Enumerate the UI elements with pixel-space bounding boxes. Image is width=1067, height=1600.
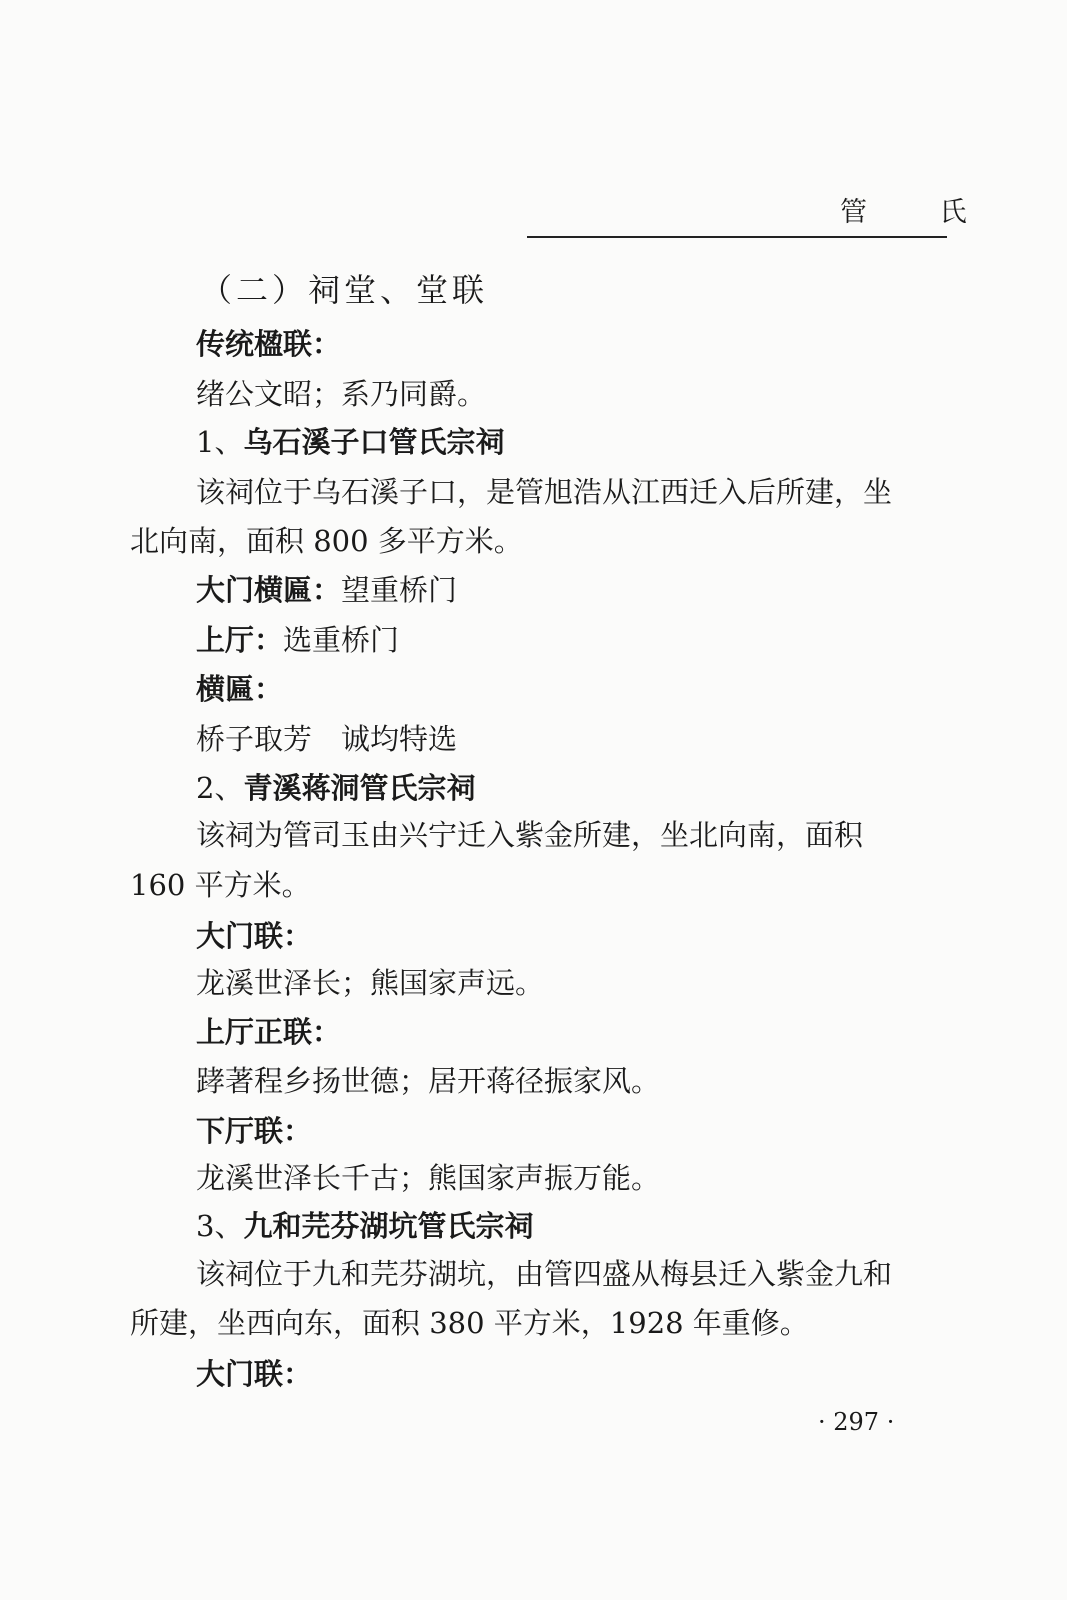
hall3-gate-label: 大门联： bbox=[196, 1357, 313, 1391]
hall2-title: 青溪蒋洞管氏宗祠 bbox=[243, 771, 476, 805]
hall2-description-line1: 该祠为管司玉由兴宁迁入紫金所建，坐北向南，面积 bbox=[196, 818, 864, 852]
hall2-lower-text: 龙溪世泽长千古；熊国家声振万能。 bbox=[196, 1161, 661, 1195]
hall1-upper-hall bbox=[196, 622, 399, 658]
page-number: · 297 · bbox=[818, 1408, 895, 1436]
hall1-description-line1: 该祠位于乌石溪子口，是管旭浩从江西迁入后所建，坐 bbox=[196, 475, 893, 509]
hall2-heading bbox=[196, 770, 475, 806]
hall3-number: 3、 bbox=[196, 1209, 244, 1243]
hall3-description-line1: 该祠位于九和芫芬湖坑，由管四盛从梅县迁入紫金九和 bbox=[196, 1257, 893, 1291]
hall1-title: 乌石溪子口管氏宗祠 bbox=[243, 425, 505, 459]
hall1-plaque-label: 横匾： bbox=[196, 672, 284, 706]
hall2-description-line2: 160 平方米。 bbox=[130, 868, 311, 902]
hall1-description-line2: 北向南，面积 800 多平方米。 bbox=[130, 524, 523, 558]
hall2-upper-label: 上厅正联： bbox=[196, 1015, 342, 1049]
traditional-couplet-text: 绪公文昭；系乃同爵。 bbox=[196, 377, 487, 411]
header-rule bbox=[527, 236, 947, 238]
hall1-gate-label: 大门横匾： bbox=[196, 573, 342, 607]
hall1-heading bbox=[196, 424, 504, 460]
traditional-couplet-label: 传统楹联： bbox=[196, 327, 342, 361]
hall2-lower-label: 下厅联： bbox=[196, 1114, 313, 1148]
hall2-gate-label: 大门联： bbox=[196, 919, 313, 953]
section-title: （二）祠堂、堂联 bbox=[200, 271, 489, 309]
hall3-heading bbox=[196, 1208, 533, 1244]
running-header: 管 氏 bbox=[840, 197, 999, 228]
hall2-gate-text: 龙溪世泽长；熊国家声远。 bbox=[196, 966, 545, 1000]
hall3-title: 九和芫芬湖坑管氏宗祠 bbox=[243, 1209, 534, 1243]
hall1-upper-text: 选重桥门 bbox=[283, 623, 400, 657]
hall2-number: 2、 bbox=[196, 771, 244, 805]
hall1-number: 1、 bbox=[196, 425, 244, 459]
hall2-upper-text: 踍著程乡扬世德；居开蒋径振家风。 bbox=[196, 1064, 661, 1098]
hall3-description-line2: 所建，坐西向东，面积 380 平方米，1928 年重修。 bbox=[130, 1306, 809, 1340]
hall1-gate-text: 望重桥门 bbox=[341, 573, 458, 607]
hall1-upper-label: 上厅： bbox=[196, 623, 284, 657]
hall1-plaque-text: 桥子取芳 诚均特选 bbox=[196, 722, 458, 756]
hall1-gate-plaque bbox=[196, 572, 457, 608]
